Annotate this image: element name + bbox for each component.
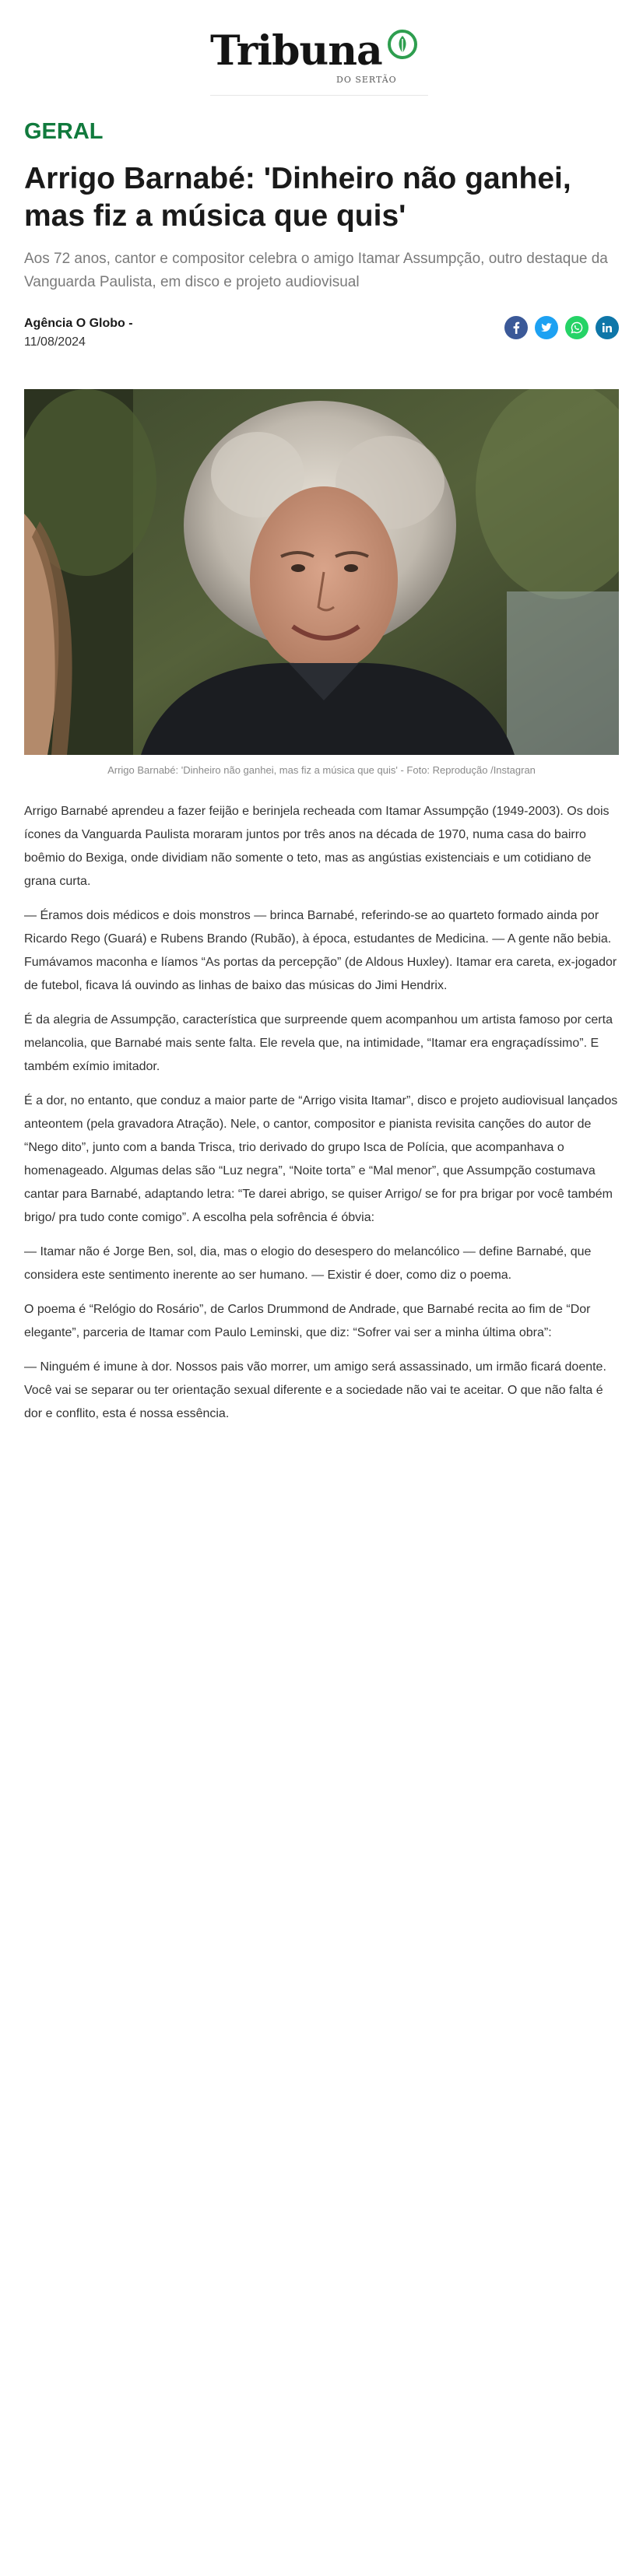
article-photo: [24, 389, 619, 755]
facebook-icon: [510, 321, 522, 334]
logo-subtitle: DO SERTÃO: [336, 75, 397, 85]
article-paragraph: — Ninguém é imune à dor. Nossos pais vão morrer, um amigo será assassinado, um irmão ficará doente. Você vai se separar ou ter orientação sexual diferente e a sociedade não vai te aceitar. O que não falta é dor e conflito, esta é nossa essência.: [24, 1360, 606, 1420]
whatsapp-share-button[interactable]: [565, 316, 589, 339]
article-title: Arrigo Barnabé: 'Dinheiro não ganhei, mas fiz a música que quis': [24, 162, 571, 233]
article-subtitle: Aos 72 anos, cantor e compositor celebra o amigo Itamar Assumpção, outro destaque da Vanguarda Paulista, em disco e projeto audiovisual: [24, 251, 608, 290]
linkedin-icon: [601, 321, 613, 334]
article-paragraph: — Éramos dois médicos e dois monstros — brinca Barnabé, referindo-se ao quarteto formado ainda por Ricardo Rego (Guará) e Rubens Brando (Rubão), à época, estudantes de Medicina. — A gente não bebia. Fumávamos maconha e líamos “As portas da percepção” (de Aldous Huxley). Itamar era careta, ex-jogador de futebol, ficava lá ouvindo as linhas de baixo das músicas do Jimi Hendrix.: [24, 909, 617, 992]
article-paragraph: Arrigo Barnabé aprendeu a fazer feijão e berinjela recheada com Itamar Assumpção (1949-2003). Os dois ícones da Vanguarda Paulista moraram juntos por três anos na década de 1970, numa casa do bairro boêmio do Bexiga, onde dividiam não somente o teto, mas as angústias existenciais e um cotidiano de grana curta.: [24, 805, 610, 888]
section-label[interactable]: GERAL: [24, 119, 104, 144]
article-body: [24, 800, 619, 1426]
arrigo-barnabe-photo: [24, 389, 619, 755]
share-buttons: [497, 316, 619, 339]
article-paragraph: É a dor, no entanto, que conduz a maior parte de “Arrigo visita Itamar”, disco e projeto audiovisual lançados anteontem (pela gravadora Atração). Nele, o cantor, compositor e pianista revisita canções do autor de “Nego dito”, junto com a banda Trisca, trio derivado do grupo Isca de Polícia, que acompanhava o homenageado. Algumas delas são “Luz negra”, “Noite torta” e “Mal menor”, que Assumpção costumava cantar para Barnabé, adaptando letra: “Te darei abrigo, se quiser Arrigo/ se for pra brigar por você também brigo/ pra tudo conte comigo”. A escolha pela sofrência é óbvia:: [24, 1094, 618, 1224]
facebook-share-button[interactable]: [504, 316, 528, 339]
whatsapp-icon: [571, 321, 583, 334]
leaf-logo-icon: [388, 30, 417, 59]
photo-caption: Arrigo Barnabé: 'Dinheiro não ganhei, mas fiz a música que quis' - Foto: Reprodução /Instagran: [107, 764, 536, 776]
article-paragraph: O poema é “Relógio do Rosário”, de Carlos Drummond de Andrade, que Barnabé recita ao fim de “Dor elegante”, parceria de Itamar com Paulo Leminski, que diz: “Sofrer vai ser a minha última obra”:: [24, 1303, 591, 1339]
twitter-icon: [540, 321, 553, 334]
site-header: [0, 0, 643, 101]
linkedin-share-button[interactable]: [596, 316, 619, 339]
article-date: 11/08/2024: [24, 335, 86, 349]
article-paragraph: É da alegria de Assumpção, característica que surpreende quem acompanhou um artista famoso por certa melancolia, que Barnabé mais sente falta. Ele revela que, na intimidade, “Itamar era engraçadíssimo”. E também exímio imitador.: [24, 1013, 613, 1073]
article-paragraph: — Itamar não é Jorge Ben, sol, dia, mas o elogio do desespero do melancólico — define Barnabé, que considera este sentimento inerente ao ser humano. — Existir é doer, como diz o poema.: [24, 1245, 592, 1282]
twitter-share-button[interactable]: [535, 316, 558, 339]
header-divider: [210, 95, 428, 96]
article-container: [0, 118, 643, 1426]
site-logo[interactable]: [210, 28, 436, 92]
article-author: Agência O Globo -: [24, 317, 133, 330]
article-meta: [24, 314, 619, 356]
logo-wordmark: Tribuna: [210, 27, 382, 75]
